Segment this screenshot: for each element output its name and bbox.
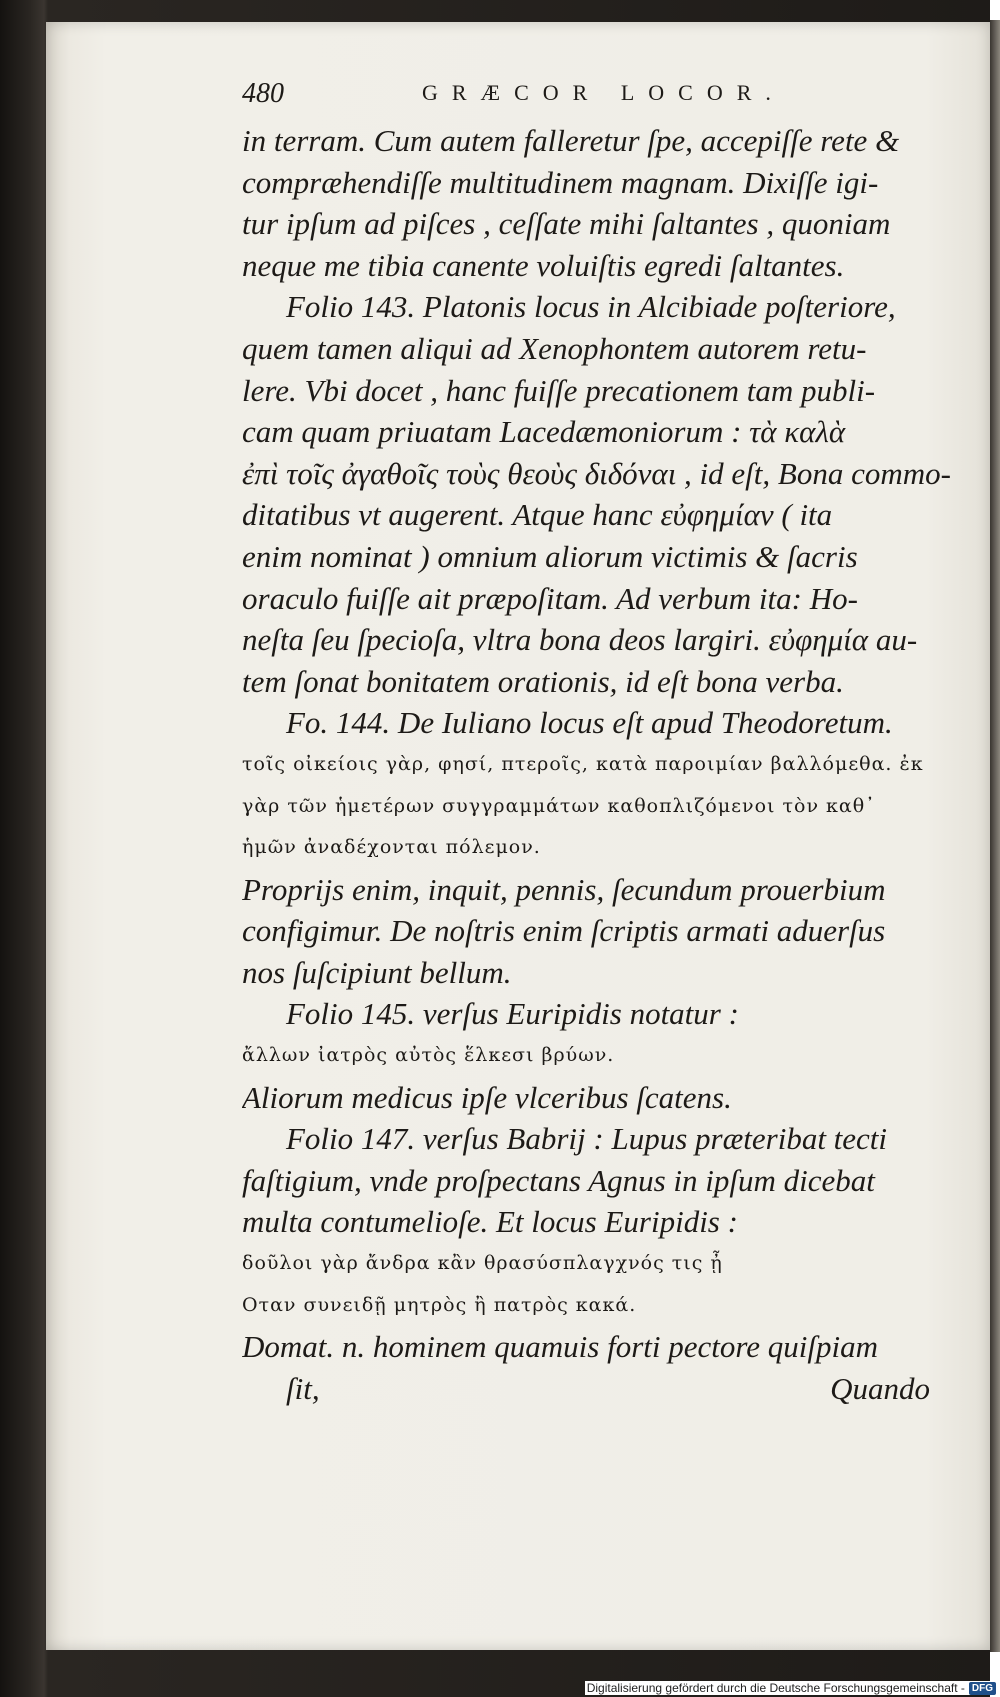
page-number: 480 [242,78,284,109]
text-line: neſta ſeu ſpecioſa, vltra bona deos largiri. εὐφημία au- [242,622,918,658]
text-line: Proprijs enim, inquit, pennis, ſecundum prouerbium [242,871,886,907]
text-line: neque me tibia canente voluiſtis egredi ſaltantes. [242,247,845,283]
text-line: enim nominat ) omnium aliorum victimis & ſacris [242,538,858,574]
greek-text-line: δοῦλοι γὰρ ἄνδρα κἂν θρασύσπλαγχνός τις ᾖ [242,1252,723,1275]
text-line: Aliorum medicus ipſe vlceribus ſcatens. [242,1079,732,1115]
dfg-logo: DFG [969,1682,996,1695]
text-line: ἐπὶ τοῖς ἀγαθοῖς τοὺς θεοὺς διδόναι , id eſt, Bona commo- [242,455,951,491]
running-head [242,78,958,120]
text-lines [242,120,958,1368]
footer-text: Digitalisierung gefördert durch die Deutsche Forschungsgemeinschaft - [586,1681,965,1695]
text-line: cam quam priuatam Lacedæmoniorum : τὰ καλὰ [242,414,846,450]
text-line: in terram. Cum autem falleretur ſpe, accepiſſe rete & [242,123,900,158]
text-line: configimur. De noſtris enim ſcriptis armati aduerſus [242,913,886,949]
greek-text-line: γὰρ τῶν ἡμετέρων συγγραμμάτων καθοπλιζόμενοι τὸν καθ᾽ [242,794,876,817]
text-line: compræhendiſſe multitudinem magnam. Dixiſſe igi- [242,164,879,200]
text-line: nos ſuſcipiunt bellum. [242,954,512,990]
text-line: Fo. 144. De Iuliano locus eſt apud Theodoretum. [286,705,893,741]
running-title: GRÆCOR LOCOR. [422,80,785,105]
text-line: faſtigium, vnde proſpectans Agnus in ipſum dicebat [242,1162,875,1198]
text-line: ditatibus vt augerent. Atque hanc εὐφημίαν ( ita [242,497,833,533]
greek-text-line: τοῖς οἰκείοις γὰρ, φησί, πτεροῖς, κατὰ παροιμίαν βαλλόμεθα. ἐκ [242,752,924,775]
catchword: Quando [830,1370,930,1406]
text-line: tur ipſum ad piſces , ceſſate mihi ſaltantes , quoniam [242,206,891,242]
last-line-text: ſit, [286,1370,320,1406]
text-line: Domat. n. hominem quamuis forti pectore quiſpiam [242,1329,879,1365]
text-line: tem ſonat bonitatem orationis, id eſt bona verba. [242,663,844,699]
text-line: lere. Vbi docet , hanc fuiſſe precationem tam publi- [242,372,876,408]
footer-credit [585,1681,998,1695]
greek-text-line: ἄλλων ἰατρὸς αὐτὸς ἕλκεσι βρύων. [242,1044,615,1067]
page-edge [990,20,1000,1652]
text-line: quem tamen aliqui ad Xenophontem autorem retu- [242,330,867,366]
page-text [242,78,958,1409]
text-line: Folio 145. verſus Euripidis notatur : [286,996,739,1032]
greek-text-line: Οταν συνειδῇ μητρὸς ἢ πατρὸς κακά. [242,1293,637,1316]
text-line: multa contumelioſe. Et locus Euripidis : [242,1204,738,1240]
last-line [242,1368,958,1410]
text-line: Folio 147. verſus Babrij : Lupus præteribat tecti [286,1121,888,1157]
text-line: oraculo fuiſſe ait præpoſitam. Ad verbum ita: Ho- [242,580,858,616]
greek-text-line: ἡμῶν ἀναδέχονται πόλεμον. [242,836,541,859]
text-line: Folio 143. Platonis locus in Alcibiade poſteriore, [286,289,896,325]
